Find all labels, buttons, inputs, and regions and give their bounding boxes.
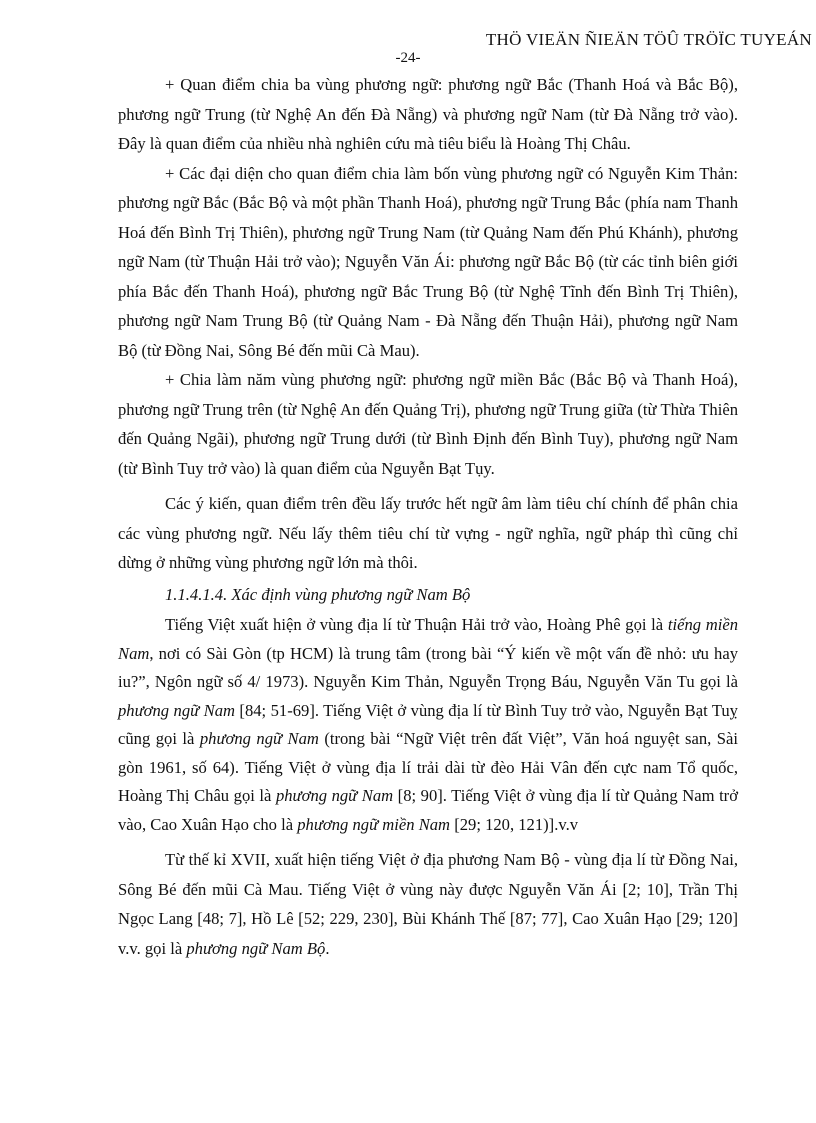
emphasis: phương ngữ miền Nam (297, 814, 451, 834)
paragraph: Tiếng Việt xuất hiện ở vùng địa lí từ Thuận Hải trở vào, Hoàng Phê gọi là tiếng miền Nam, nơi có Sài Gòn (tp HCM) là trung tâm (trong bài “Ý kiến về một vấn đề nhỏ: ưu hay iu?”, Ngôn ngữ số 4/ 1973). Nguyễn Kim Thản, Nguyễn Trọng Báu, Nguyễn Văn Tu gọi là phương ngữ Nam [84; 51-69]. Tiếng Việt ở vùng địa lí từ Bình Tuy trở vào, Nguyễn Bạt Tuỵ cũng gọi là phương ngữ Nam (trong bài “Ngữ Việt trên đất Việt”, Văn hoá nguyệt san, Sài gòn 1961, số 64). Tiếng Việt ở vùng địa lí trải dài từ đèo Hải Vân đến cực nam Tổ quốc, Hoàng Thị Châu gọi là phương ngữ Nam [8; 90]. Tiếng Việt ở vùng địa lí từ Quảng Nam trở vào, Cao Xuân Hạo cho là phương ngữ miền Nam [29; 120, 121)].v.v (118, 615, 738, 834)
emphasis: tiếng miền Nam (118, 615, 738, 663)
emphasis: phương ngữ Nam (199, 729, 319, 748)
page-number: -24- (395, 50, 421, 66)
emphasis: phương ngữ Nam (118, 700, 235, 720)
paragraph: Từ thế kỉ XVII, xuất hiện tiếng Việt ở địa phương Nam Bộ - vùng địa lí từ Đồng Nai, Sông Bé đến mũi Cà Mau. Tiếng Việt ở vùng này được Nguyễn Văn Ái [2; 10], Trần Thị Ngọc Lang [48; 7], Hồ Lê [52; 229, 230], Bùi Khánh Thế [87; 77], Cao Xuân Hạo [29; 120] v.v. gọi là phương ngữ Nam Bộ. (118, 850, 738, 958)
paragraph: + Quan điểm chia ba vùng phương ngữ: phương ngữ Bắc (Thanh Hoá và Bắc Bộ), phương ngữ Trung (từ Nghệ An đến Đà Nẵng) và phương ngữ Nam (từ Đà Nẵng trở vào). Đây là quan điểm của nhiều nhà nghiên cứu mà tiêu biểu là Hoàng Thị Châu. (118, 75, 738, 153)
paragraph: Các ý kiến, quan điểm trên đều lấy trước hết ngữ âm làm tiêu chí chính để phân chia các vùng phương ngữ. Nếu lấy thêm tiêu chí từ vựng - ngữ nghĩa, ngữ pháp thì cũng chỉ dừng ở những vùng phương ngữ lớn mà thôi. (118, 494, 738, 572)
running-header: THÖ VIEÄN ÑIEÄN TÖÛ TRÖÏC TUYEÁN (485, 30, 812, 49)
paragraph: + Các đại diện cho quan điểm chia làm bốn vùng phương ngữ có Nguyễn Kim Thản: phương ngữ Bắc (Bắc Bộ và một phần Thanh Hoá), phương ngữ Trung Bắc (phía nam Thanh Hoá đến Bình Trị Thiên), phương ngữ Trung Nam (từ Quảng Nam đến Phú Khánh), phương ngữ Nam (từ Thuận Hải trở vào); Nguyễn Văn Ái: phương ngữ Bắc Bộ (từ các tỉnh biên giới phía Bắc đến Thanh Hoá), phương ngữ Bắc Trung Bộ (từ Nghệ Tĩnh đến Bình Trị Thiên), phương ngữ Nam Trung Bộ (từ Quảng Nam - Đà Nẵng đến Thuận Hải), phương ngữ Nam Bộ (từ Đồng Nai, Sông Bé đến mũi Cà Mau). (118, 163, 738, 360)
section-heading: 1.1.4.1.4. Xác định vùng phương ngữ Nam Bộ (165, 584, 471, 604)
emphasis: phương ngữ Nam (275, 786, 394, 805)
document-body (118, 70, 738, 963)
paragraph: + Chia làm năm vùng phương ngữ: phương ngữ miền Bắc (Bắc Bộ và Thanh Hoá), phương ngữ Trung trên (từ Nghệ An đến Quảng Trị), phương ngữ Trung giữa (từ Thừa Thiên đến Quảng Ngãi), phương ngữ Trung dưới (từ Bình Định đến Bình Tuy), phương ngữ Nam (từ Bình Tuy trở vào) là quan điểm của Nguyễn Bạt Tụy. (118, 370, 738, 478)
emphasis: phương ngữ Nam Bộ (186, 938, 326, 958)
